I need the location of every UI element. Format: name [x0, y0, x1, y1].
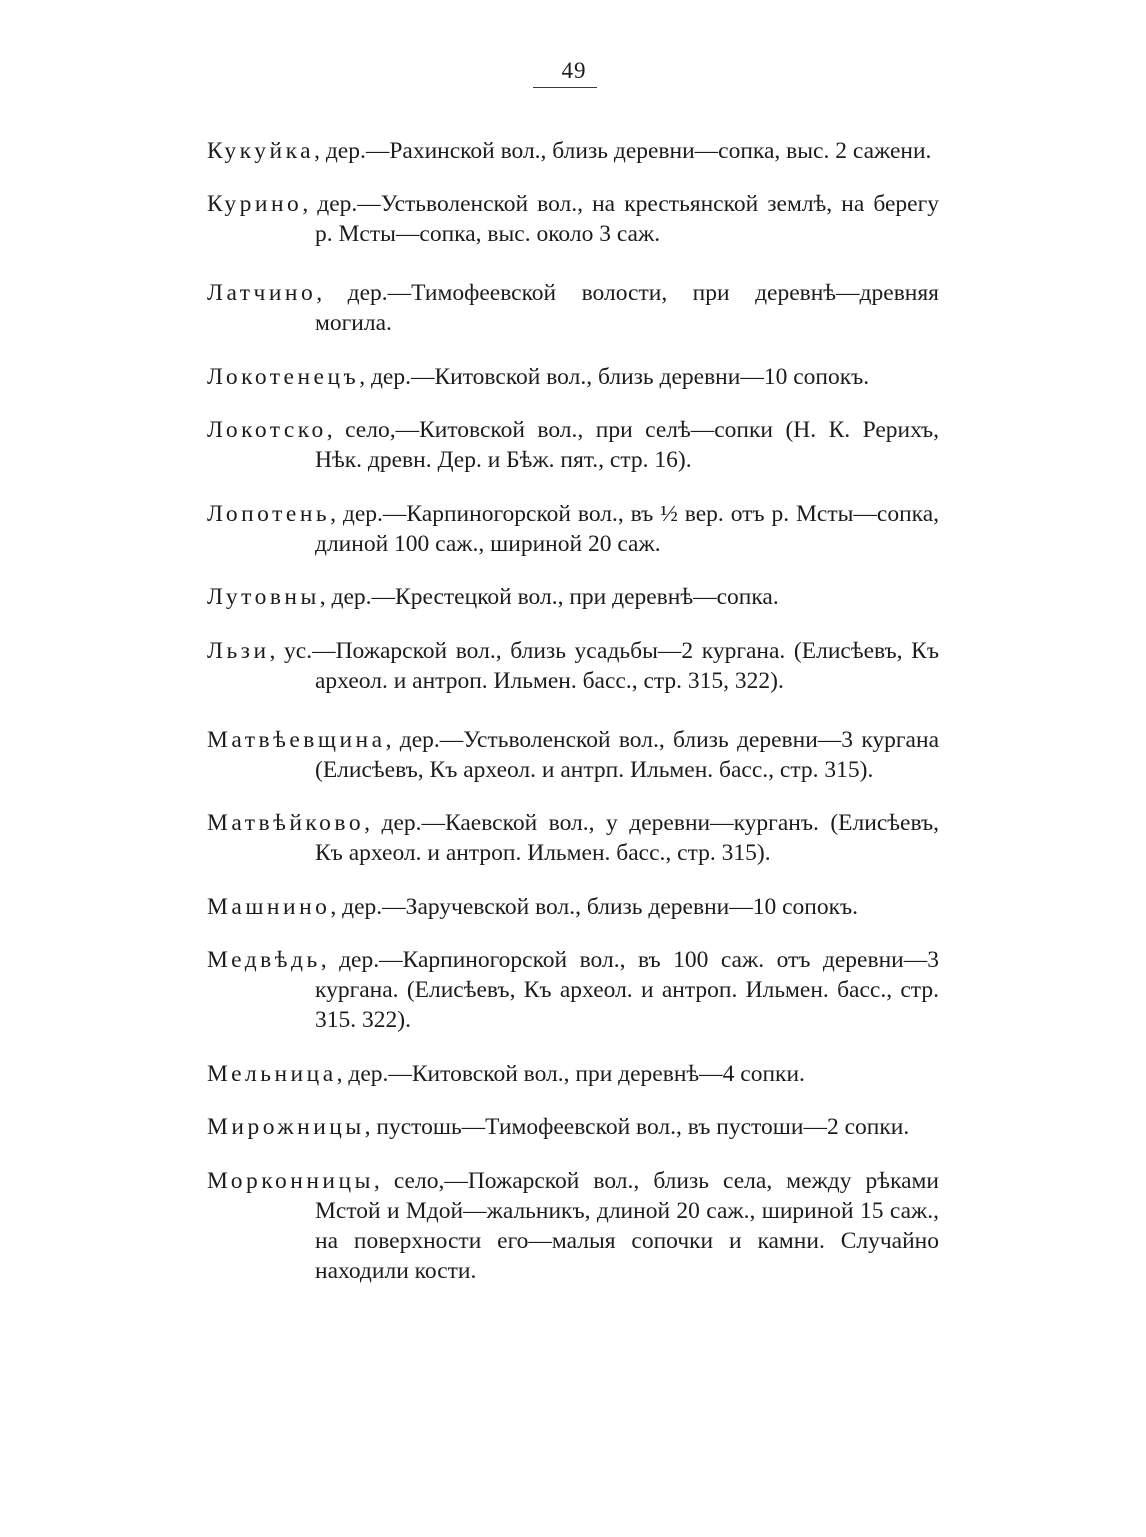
entry-text: дер.—Крестецкой вол., при деревнѣ—сопка. [331, 584, 779, 610]
entry-text: дер.—Тимофеевской волости, при деревнѣ—древняя могила. [315, 280, 939, 336]
entry-text: пустошь—Тимофеевской вол., въ пустоши—2 сопки. [376, 1114, 910, 1140]
entry-headword: Латчино [207, 280, 317, 306]
entry-headword: Курино [207, 191, 303, 217]
entry-text: дер.—Китовской вол., при деревнѣ—4 сопки. [348, 1060, 805, 1087]
entry-text: дер.—Рахинской вол., близь деревни—сопка, выс. 2 сажени. [325, 137, 932, 164]
entry-matveykovo: Матвѣйково, дер.—Каевской вол., у деревни—курганъ. (Елисѣевъ, Къ археол. и антроп. Ильмен. басс., стр. 315). [207, 810, 940, 866]
page-number-underline [533, 87, 597, 88]
entry-text: дер.—Заручевской вол., близь деревни—10 сопокъ. [342, 893, 859, 920]
entry-headword: Локотенецъ [207, 363, 360, 390]
entry-lutovny: Лутовны, дер.—Крестецкой вол., при деревнѣ—сопка. [207, 584, 779, 610]
entry-headword: Мирожницы [207, 1114, 365, 1140]
gazetteer-entries [207, 112, 939, 1296]
entry-headword: Мельница [207, 1060, 337, 1087]
entry-matveevshchina: Матвѣевщина, дер.—Устьволенской вол., близь деревни—3 кургана (Елисѣевъ, Къ археол. и антрп. Ильмен. басс., стр. 315). [207, 726, 939, 783]
entry-text: дер.—Карпиногорской вол., въ ½ вер. отъ р. Мсты—сопка, длиной 100 саж., шириной 20 саж. [315, 500, 940, 557]
entry-kurino: Курино, дер.—Устьволенской вол., на крестьянской землѣ, на берегу р. Мсты—сопка, выс. около 3 саж. [207, 191, 939, 247]
entry-melnitsa: Мельница, дер.—Китовской вол., при деревнѣ—4 сопки. [207, 1060, 805, 1087]
entry-text: дер.—Карпиногорской вол., въ 100 саж. отъ деревни—3 кургана. (Елисѣевъ, Къ археол. и антроп. Ильмен. басс., стр. 315. 322). [315, 947, 939, 1033]
entry-text: дер.—Китовской вол., близь деревни—10 сопокъ. [370, 363, 870, 390]
entry-headword: Медвѣдь [207, 947, 321, 973]
entry-mirozhnitsy: Мирожницы, пустошь—Тимофеевской вол., въ пустоши—2 сопки. [207, 1114, 910, 1140]
entry-text: дер.—Каевской вол., у деревни—курганъ. (Елисѣевъ, Къ археол. и антроп. Ильмен. басс., стр. 315). [315, 810, 940, 866]
entry-text: дер.—Устьволенской вол., близь деревни—3 кургана (Елисѣевъ, Къ археол. и антрп. Ильмен. басс., стр. 315). [315, 726, 939, 783]
entry-latchino: Латчино, дер.—Тимофеевской волости, при деревнѣ—древняя могила. [207, 280, 939, 336]
entry-medved: Медвѣдь, дер.—Карпиногорской вол., въ 100 саж. отъ деревни—3 кургана. (Елисѣевъ, Къ археол. и антроп. Ильмен. басс., стр. 315. 322). [207, 947, 939, 1033]
entry-headword: Матвѣевщина [207, 726, 386, 753]
entry-headword: Морконницы [207, 1167, 374, 1194]
entry-morkonnitsy: Морконницы, село,—Пожарской вол., близь села, между рѣками Мстой и Мдой—жальникъ, длиной 20 саж., шириной 15 саж., на поверхности его—малыя сопочки и камни. Случайно находили кости. [207, 1167, 940, 1284]
entry-headword: Машнино [207, 893, 331, 920]
entry-lokotsko: Локотско, село,—Китовской вол., при селѣ—сопки (Н. К. Рерихъ, Нѣк. древн. Дер. и Бѣж. пят., стр. 16). [207, 417, 939, 473]
entry-lzi: Льзи, ус.—Пожарской вол., близь усадьбы—2 кургана. (Елисѣевъ, Къ археол. и антроп. Ильмен. басс., стр. 315, 322). [207, 637, 940, 694]
entry-text: ус.—Пожарской вол., близь усадьбы—2 кургана. (Елисѣевъ, Къ археол. и антроп. Ильмен. басс., стр. 315, 322). [284, 637, 940, 694]
entry-headword: Лутовны [207, 584, 320, 610]
entry-text: село,—Китовской вол., при селѣ—сопки (Н. К. Рерихъ, Нѣк. древн. Дер. и Бѣж. пят., стр. 16). [315, 417, 939, 473]
entry-headword: Матвѣйково [207, 810, 365, 836]
entry-lopoten: Лопотень, дер.—Карпиногорской вол., въ ½ вер. отъ р. Мсты—сопка, длиной 100 саж., шириной 20 саж. [207, 500, 940, 557]
entry-text: дер.—Устьволенской вол., на крестьянской землѣ, на берегу р. Мсты—сопка, выс. около 3 саж. [315, 191, 939, 247]
entry-headword: Льзи [207, 637, 270, 664]
entry-lokotenets: Локотенецъ, дер.—Китовской вол., близь деревни—10 сопокъ. [207, 363, 870, 390]
entry-mashnino: Машнино, дер.—Заручевской вол., близь деревни—10 сопокъ. [207, 893, 859, 920]
entry-headword: Кукуйка [207, 137, 315, 164]
entry-text: село,—Пожарской вол., близь села, между рѣками Мстой и Мдой—жальникъ, длиной 20 саж., шириной 15 саж., на поверхности его—малыя сопочки и камни. Случайно находили кости. [315, 1167, 940, 1284]
page-number: 49 [561, 58, 587, 83]
entry-headword: Локотско [207, 417, 327, 443]
entry-kukuyka: Кукуйка, дер.—Рахинской вол., близь деревни—сопка, выс. 2 сажени. [207, 137, 932, 164]
entry-headword: Лопотень [207, 500, 331, 527]
